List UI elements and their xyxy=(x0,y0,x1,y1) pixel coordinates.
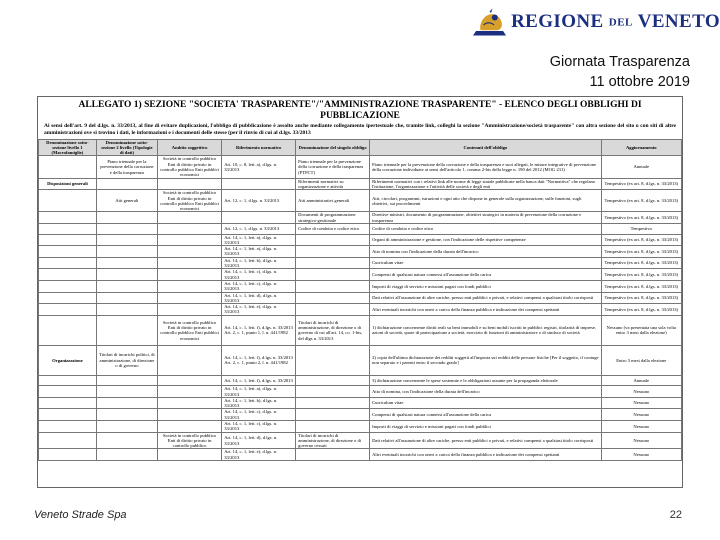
table-cell: Tempestivo (ex art. 8, d.lgs. n. 33/2013) xyxy=(601,190,681,212)
table-cell xyxy=(39,432,97,449)
table-row xyxy=(39,375,682,386)
table-row xyxy=(39,397,682,409)
table-cell xyxy=(39,280,97,292)
table-cell xyxy=(96,409,157,421)
table-cell: Art. 12, c. 1, d.lgs. n. 33/2013 xyxy=(222,190,296,212)
table-cell: Curriculum vitae xyxy=(370,397,601,409)
table-cell: Nessuno xyxy=(601,386,681,398)
table-cell xyxy=(96,234,157,246)
table-cell xyxy=(39,212,97,224)
table-cell: Organizzazione xyxy=(39,345,97,375)
table-cell: Annuale xyxy=(601,375,681,386)
table-cell: Nessuno (va presentata una sola volta entro 3 mesi dalla elezione) xyxy=(601,315,681,345)
table-cell: Art. 14, c. 1, lett. f), d.lgs. n. 33/2013 xyxy=(222,375,296,386)
column-header: Riferimento normativo xyxy=(222,139,296,156)
table-cell: Art. 14, c. 1, lett. e), d.lgs. n. 33/2013 xyxy=(222,304,296,316)
table-body xyxy=(39,156,682,461)
table-cell: Codice di condotta e codice etico xyxy=(370,224,601,235)
table-cell xyxy=(296,292,370,304)
table-row xyxy=(39,190,682,212)
table-cell xyxy=(39,449,97,461)
table-row xyxy=(39,280,682,292)
table-cell xyxy=(157,178,221,190)
table-cell: Art. 14, c. 1, lett. c), d.lgs. n. 33/2013 xyxy=(222,420,296,432)
logo-word-del: DEL xyxy=(608,16,633,29)
table-cell: Riferimenti normativi con i relativi link alle norme di legge statale pubblicate nella banca dati "Normattiva" che regolano l'istituzione, l'organizzazione e l'attività delle società e degli enti xyxy=(370,178,601,190)
table-cell: Compensi di qualsiasi natura connessi all'assunzione della carica xyxy=(370,409,601,421)
table-row xyxy=(39,292,682,304)
table-cell: Titolari di incarichi politici, di amministrazione, di direzione o di governo xyxy=(96,345,157,375)
table-cell xyxy=(157,449,221,461)
table-row xyxy=(39,432,682,449)
table-cell: Dati relativi all'assunzione di altre cariche, presso enti pubblici o privati, e relativi compensi a qualsiasi titolo corrisposti xyxy=(370,432,601,449)
table-cell xyxy=(39,375,97,386)
table-cell xyxy=(296,304,370,316)
table-cell xyxy=(157,246,221,258)
table-cell: Tempestivo (ex art. 8, d.lgs. n. 33/2013) xyxy=(601,257,681,269)
column-header: Ambito soggettivo xyxy=(157,139,221,156)
table-cell xyxy=(39,224,97,235)
table-cell xyxy=(39,156,97,178)
table-cell: Tempestivo (ex art. 8, d.lgs. n. 33/2013) xyxy=(601,234,681,246)
table-cell xyxy=(296,345,370,375)
table-row xyxy=(39,269,682,281)
table-row xyxy=(39,304,682,316)
table-cell: Tempestivo (ex art. 8, d.lgs. n. 33/2013) xyxy=(601,269,681,281)
table-cell xyxy=(157,397,221,409)
table-cell: Tempestivo (ex art. 8, d.lgs. n. 33/2013) xyxy=(601,280,681,292)
table-cell: Art. 14, c. 1, lett. a), d.lgs. n. 33/2013 xyxy=(222,234,296,246)
table-cell: Art. 14, c. 1, lett. e), d.lgs. n. 33/2013 xyxy=(222,449,296,461)
table-row xyxy=(39,315,682,345)
table-cell xyxy=(39,420,97,432)
table-cell xyxy=(296,409,370,421)
table-cell: 3) dichiarazione concernente le spese sostenute e le obbligazioni assunte per la propaganda elettorale xyxy=(370,375,601,386)
table-cell xyxy=(157,234,221,246)
table-cell xyxy=(39,234,97,246)
table-cell: Art. 14, c. 1, lett. c), d.lgs. n. 33/2013 xyxy=(222,409,296,421)
table-cell: Altri eventuali incarichi con oneri a carico della finanza pubblica e indicazione dei compensi spettanti xyxy=(370,304,601,316)
table-cell xyxy=(39,190,97,212)
table-cell xyxy=(157,420,221,432)
table-cell xyxy=(296,375,370,386)
table-cell xyxy=(296,449,370,461)
table-cell xyxy=(39,257,97,269)
table-cell xyxy=(296,420,370,432)
table-cell: Importi di viaggi di servizio e missioni pagati con fondi pubblici xyxy=(370,280,601,292)
table-cell xyxy=(157,304,221,316)
table-cell xyxy=(96,432,157,449)
logo-word-veneto: VENETO xyxy=(637,11,720,32)
table-cell xyxy=(96,397,157,409)
table-cell: Piano triennale per la prevenzione della corruzione e della trasparenza e suoi allegati, le misure integrative di prevenzione della corruzione individuate ai sensi dell'articolo 1, comma 2-bis della legge n. 190 del 2012 (MOG 231) xyxy=(370,156,601,178)
table-row xyxy=(39,420,682,432)
table-cell: Disposizioni generali xyxy=(39,178,97,190)
table-cell: Art. 14, c. 1, lett. a), d.lgs. n. 33/2013 xyxy=(222,246,296,258)
table-cell: Titolari di incarichi di amministrazione, di direzione o di governo di cui all'art. 14, co. 1-bis, del dlgs n. 33/2013 xyxy=(296,315,370,345)
column-header: Denominazione sotto-sezione livello 1 (Macrofamiglie) xyxy=(39,139,97,156)
table-cell: Art. 10, c. 8, lett. a), d.lgs. n. 33/2013 xyxy=(222,156,296,178)
page-number: 22 xyxy=(669,509,682,521)
table-row xyxy=(39,386,682,398)
table-header-row xyxy=(39,139,682,156)
table-cell xyxy=(96,269,157,281)
table-cell xyxy=(96,178,157,190)
table-cell xyxy=(157,386,221,398)
event-date: 11 ottobre 2019 xyxy=(589,74,690,90)
table-cell xyxy=(39,269,97,281)
table-row xyxy=(39,212,682,224)
table-cell: Art. 14, c. 1, lett. b), d.lgs. n. 33/2013 xyxy=(222,397,296,409)
table-cell: Annuale xyxy=(601,156,681,178)
table-cell: Art. 14, c. 1, lett. b), d.lgs. n. 33/2013 xyxy=(222,257,296,269)
table-cell: Tempestivo (ex art. 8, d.lgs. n. 33/2013) xyxy=(601,212,681,224)
table-cell: Art. 14, c. 1, lett. c), d.lgs. n. 33/2013 xyxy=(222,269,296,281)
table-row xyxy=(39,224,682,235)
table-cell xyxy=(96,212,157,224)
table-cell: Documenti di programmazione strategico-gestionale xyxy=(296,212,370,224)
table-cell xyxy=(39,304,97,316)
lion-emblem-icon xyxy=(470,0,509,44)
table-cell: 1) dichiarazione concernente diritti reali su beni immobili e su beni mobili iscritti in pubblici registri, titolarità di imprese, azioni di società, quote di partecipazione a società, esercizio di funzioni di amministratore o di sindaco di società xyxy=(370,315,601,345)
table-row xyxy=(39,246,682,258)
table-cell xyxy=(157,212,221,224)
table-cell: Art. 14, c. 1, lett. f), d.lgs. n. 33/2013 Art. 2, c. 1, punto 2, l. n. 441/1982 xyxy=(222,345,296,375)
table-cell xyxy=(296,234,370,246)
table-row xyxy=(39,234,682,246)
table-cell: Società in controllo pubblico Enti di diritto privato in controllo pubblico Enti pubblici economici xyxy=(157,190,221,212)
table-cell xyxy=(157,280,221,292)
table-cell: Società in controllo pubblico Enti di diritto privato in controllo pubblico Enti pubblici economici xyxy=(157,315,221,345)
table-cell: Direttive ministri, documento di programmazione, obiettivi strategici in materia di prevenzione della corruzione e trasparenza xyxy=(370,212,601,224)
table-cell: Piano triennale per la prevenzione della corruzione e della trasparenza xyxy=(96,156,157,178)
table-cell: Compensi di qualsiasi natura connessi all'assunzione della carica xyxy=(370,269,601,281)
table-cell xyxy=(296,269,370,281)
table-cell: Società in controllo pubblico Enti di diritto privato in controllo pubblico xyxy=(157,432,221,449)
table-row xyxy=(39,257,682,269)
table-cell xyxy=(96,280,157,292)
table-cell: Riferimenti normativi su organizzazione e attività xyxy=(296,178,370,190)
table-cell xyxy=(96,304,157,316)
table-cell xyxy=(96,449,157,461)
column-header: Aggiornamento xyxy=(601,139,681,156)
table-cell xyxy=(39,246,97,258)
table-cell xyxy=(157,269,221,281)
table-cell: Art. 14, c. 1, lett. d), d.lgs. n. 33/2013 xyxy=(222,292,296,304)
table-cell xyxy=(39,386,97,398)
table-cell xyxy=(96,420,157,432)
regione-veneto-logo xyxy=(470,0,720,44)
column-header: Denominazione sotto-sezione 2 livello (Tipologie di dati) xyxy=(96,139,157,156)
table-cell xyxy=(157,345,221,375)
table-cell: Organi di amministrazione e gestione, con l'indicazione delle rispettive competenze xyxy=(370,234,601,246)
document-intro: Ai sensi dell'art. 9 del d.lgs. n. 33/2013, al fine di evitare duplicazioni, l'obbligo di pubblicazione è assolto anche mediante collegamento ipertestuale che, tramite link, colleghi la sezione "Amministrazione/società trasparente" con altra sezione del sito o con siti di altre amministrazioni ove si trovino i dati, le informazioni e i documenti delle stesse (per il rinvio di cui al d.lgs. 33/2013 xyxy=(44,123,676,136)
document-title: ALLEGATO 1) SEZIONE "SOCIETA' TRASPARENTE"/"AMMINISTRAZIONE TRASPARENTE" - ELENCO DEGLI OBBLIGHI DI PUBBLICAZIONE xyxy=(78,100,642,121)
table-cell: Nessuno xyxy=(601,397,681,409)
table-cell: Atti generali xyxy=(96,190,157,212)
table-cell: Art. 14, c. 1, lett. d), d.lgs. n. 33/2013 xyxy=(222,432,296,449)
table-row xyxy=(39,345,682,375)
footer-company: Veneto Strade Spa xyxy=(34,509,127,521)
table-row xyxy=(39,409,682,421)
table-cell: Codice di condotta e codice etico xyxy=(296,224,370,235)
table-cell xyxy=(39,397,97,409)
table-cell xyxy=(296,397,370,409)
table-cell: Atto di nomina, con l'indicazione della durata dell'incarico xyxy=(370,386,601,398)
table-cell: Tempestivo (ex art. 8, d.lgs. n. 33/2013) xyxy=(601,304,681,316)
table-cell: Titolari di incarichi di amministrazione, di direzione o di governo cessati xyxy=(296,432,370,449)
table-cell: Altri eventuali incarichi con oneri a carico della finanza pubblica e indicazione dei compensi spettanti xyxy=(370,449,601,461)
table-row xyxy=(39,178,682,190)
table-cell: Tempestivo xyxy=(601,224,681,235)
table-cell: Nessuno xyxy=(601,432,681,449)
table-cell: Società in controllo pubblico Enti di diritto privato in controllo pubblico Enti pubblici economici xyxy=(157,156,221,178)
table-cell xyxy=(39,315,97,345)
table-cell xyxy=(96,246,157,258)
table-cell: Curriculum vitae xyxy=(370,257,601,269)
table-cell xyxy=(96,375,157,386)
document-image xyxy=(37,96,683,488)
table-cell xyxy=(296,386,370,398)
table-cell: Nessuno xyxy=(601,420,681,432)
table-cell xyxy=(157,292,221,304)
table-cell: Tempestivo (ex art. 8, d.lgs. n. 33/2013) xyxy=(601,178,681,190)
table-cell xyxy=(96,315,157,345)
table-cell: Art. 12, c. 1, d.lgs. n. 33/2013 xyxy=(222,224,296,235)
table-cell xyxy=(296,246,370,258)
table-cell: Atti, circolari, programmi, istruzioni e ogni atto che dispone in generale sulla organizzazione, sulle funzioni, sugli obiettivi, sui procedimenti xyxy=(370,190,601,212)
logo-word-regione: REGIONE xyxy=(511,11,604,32)
table-cell: Tempestivo (ex art. 8, d.lgs. n. 33/2013) xyxy=(601,246,681,258)
event-title: Giornata Trasparenza xyxy=(549,54,690,70)
table-cell: Tempestivo (ex art. 8, d.lgs. n. 33/2013) xyxy=(601,292,681,304)
table-row xyxy=(39,449,682,461)
slide-title xyxy=(550,52,690,92)
column-header: Denominazione del singolo obbligo xyxy=(296,139,370,156)
table-cell xyxy=(296,280,370,292)
table-cell: Art. 14, c. 1, lett. a), d.lgs. n. 33/2013 xyxy=(222,386,296,398)
table-cell xyxy=(96,292,157,304)
table-cell: Art. 14, c. 1, lett. f), d.lgs. n. 33/2013 Art. 2, c. 1, punto 1, l. n. 441/1982 xyxy=(222,315,296,345)
table-cell xyxy=(222,212,296,224)
table-cell: Atto di nomina con l'indicazione della durata dell'incarico xyxy=(370,246,601,258)
obligations-table xyxy=(38,139,682,461)
table-cell xyxy=(39,292,97,304)
table-row xyxy=(39,156,682,178)
table-cell xyxy=(96,257,157,269)
table-cell: Piano triennale per la prevenzione della corruzione e della trasparenza (PTPCT) xyxy=(296,156,370,178)
table-cell: Nessuno xyxy=(601,449,681,461)
table-cell: Dati relativi all'assunzione di altre cariche, presso enti pubblici o privati, e relativi compensi a qualsiasi titolo corrisposti xyxy=(370,292,601,304)
table-cell xyxy=(157,375,221,386)
table-cell: Nessuno xyxy=(601,409,681,421)
table-cell xyxy=(222,178,296,190)
table-cell xyxy=(157,257,221,269)
logo-text xyxy=(511,11,720,33)
table-cell: Art. 14, c. 1, lett. c), d.lgs. n. 33/2013 xyxy=(222,280,296,292)
table-cell xyxy=(96,386,157,398)
table-cell xyxy=(39,409,97,421)
column-header: Contenuti dell'obbligo xyxy=(370,139,601,156)
table-cell: Entro 3 mesi dalla elezione xyxy=(601,345,681,375)
table-cell xyxy=(157,224,221,235)
table-cell: Importi di viaggi di servizio e missioni pagati con fondi pubblici xyxy=(370,420,601,432)
table-cell: Atti amministrativi generali xyxy=(296,190,370,212)
table-cell xyxy=(296,257,370,269)
table-cell: 2) copia dell'ultima dichiarazione dei redditi soggetti all'imposta sui redditi delle persone fisiche [Per il soggetto, il coniuge non separato e i parenti entro il secondo grado] xyxy=(370,345,601,375)
table-cell xyxy=(157,409,221,421)
table-cell xyxy=(96,224,157,235)
